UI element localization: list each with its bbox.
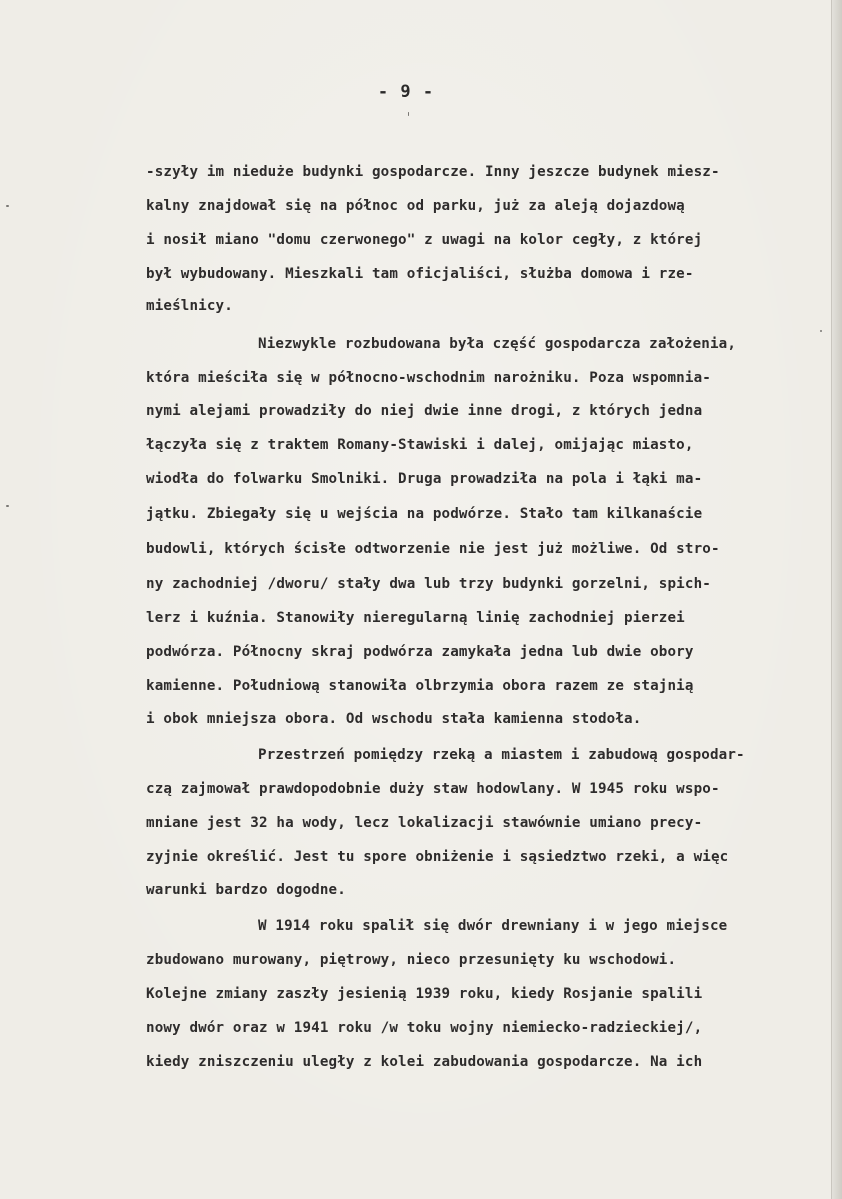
page-number: - 9 - [377, 82, 435, 102]
text-line: podwórza. Północny skraj podwórza zamykała jedna lub dwie obory [146, 644, 694, 660]
text-line: kamienne. Południową stanowiła olbrzymia obora razem ze stajnią [146, 678, 694, 694]
text-line: jątku. Zbiegały się u wejścia na podwórze. Stało tam kilkanaście [146, 506, 703, 522]
text-line: ny zachodniej /dworu/ stały dwa lub trzy budynki gorzelni, spich- [146, 576, 711, 592]
paper-speck [6, 205, 9, 207]
text-line: kiedy zniszczeniu uległy z kolei zabudowania gospodarcze. Na ich [146, 1054, 703, 1070]
page-edge-shadow [831, 0, 842, 1199]
text-line: mniane jest 32 ha wody, lecz lokalizacji stawównie umiano precy- [146, 815, 703, 831]
text-line: nymi alejami prowadziły do niej dwie inne drogi, z których jedna [146, 403, 703, 419]
text-line: i obok mniejsza obora. Od wschodu stała kamienna stodoła. [146, 711, 642, 727]
paper-speck [820, 330, 822, 332]
text-line: Kolejne zmiany zaszły jesienią 1939 roku, kiedy Rosjanie spalili [146, 986, 703, 1002]
text-line: budowli, których ścisłe odtworzenie nie jest już możliwe. Od stro- [146, 541, 720, 557]
text-line: i nosił miano "domu czerwonego" z uwagi na kolor cegły, z której [146, 232, 703, 248]
text-line: wiodła do folwarku Smolniki. Druga prowadziła na pola i łąki ma- [146, 471, 703, 487]
text-line: Przestrzeń pomiędzy rzeką a miastem i zabudową gospodar- [258, 747, 745, 763]
text-line: która mieściła się w północno-wschodnim narożniku. Poza wspomnia- [146, 370, 711, 386]
text-line: Niezwykle rozbudowana była część gospodarcza założenia, [258, 336, 737, 352]
text-line: lerz i kuźnia. Stanowiły nieregularną linię zachodniej pierzei [146, 610, 685, 626]
text-line: mieślnicy. [146, 298, 233, 314]
text-line: kalny znajdował się na północ od parku, już za aleją dojazdową [146, 198, 685, 214]
text-line: czą zajmował prawdopodobnie duży staw hodowlany. W 1945 roku wspo- [146, 781, 720, 797]
text-line: zbudowano murowany, piętrowy, nieco przesunięty ku wschodowi. [146, 952, 677, 968]
text-line: nowy dwór oraz w 1941 roku /w toku wojny niemiecko-radzieckiej/, [146, 1020, 703, 1036]
text-line: warunki bardzo dogodne. [146, 882, 346, 898]
text-line: łączyła się z traktem Romany-Stawiski i dalej, omijając miasto, [146, 437, 694, 453]
text-line: W 1914 roku spalił się dwór drewniany i w jego miejsce [258, 918, 728, 934]
text-line: -szyły im nieduże budynki gospodarcze. Inny jeszcze budynek miesz- [146, 164, 720, 180]
paper-speck [6, 505, 9, 507]
text-line: zyjnie określić. Jest tu spore obniżenie i sąsiedztwo rzeki, a więc [146, 849, 729, 865]
text-line: był wybudowany. Mieszkali tam oficjaliści, służba domowa i rze- [146, 266, 694, 282]
paper-speck [408, 112, 409, 116]
